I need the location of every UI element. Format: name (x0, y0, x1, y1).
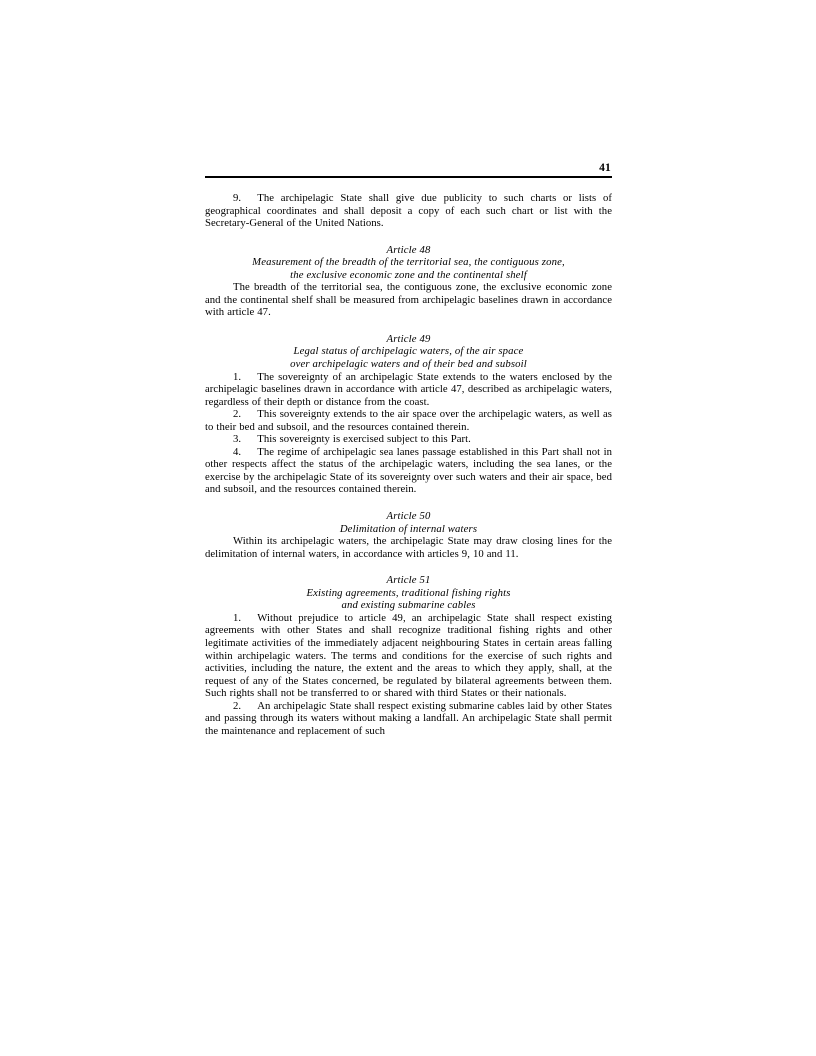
article-heading-subtitle: Existing agreements, traditional fishing rights (306, 586, 511, 599)
paragraph-text: Within its archipelagic waters, the archipelagic State may draw closing lines for the delimitation of internal waters, in accordance with articles 9, 10 and 11. (205, 535, 612, 560)
article-heading-title: Article 51 (386, 574, 431, 587)
document-body (205, 192, 612, 737)
numbered-paragraph (205, 433, 612, 446)
paragraph-number: 1. (233, 611, 242, 624)
paragraph-text: Without prejudice to article 49, an archipelagic State shall respect existing agreements with other States and shall recognize traditional fishing rights and other legitimate activities of the immediately adjacent neighbouring States in certain areas falling within archipelagic waters. The terms and conditions for the exercise of such rights and activities, including the nature, the extent and the areas to which they apply, shall, at the request of any of the States concerned, be regulated by bilateral agreements between them. Such rights shall not be transferred to or shared with third States or their nationals. (205, 611, 612, 700)
article-heading (205, 574, 612, 612)
article-heading-subtitle: the exclusive economic zone and the continental shelf (290, 268, 527, 281)
numbered-paragraph (205, 371, 612, 409)
numbered-paragraph (205, 612, 612, 700)
paragraph-text: The archipelagic State shall give due publicity to such charts or lists of geographical coordinates and shall deposit a copy of each such chart or list with the Secretary-General of the United Nations. (205, 192, 612, 230)
numbered-paragraph (205, 700, 612, 738)
page-header (205, 162, 612, 178)
article-heading-title: Article 50 (386, 510, 431, 523)
paragraph-text: An archipelagic State shall respect existing submarine cables laid by other States and passing through its waters without making a landfall. An archipelagic State shall permit the maintenance and replacement of such (205, 699, 612, 737)
article-heading-subtitle: Measurement of the breadth of the territorial sea, the contiguous zone, (252, 256, 565, 269)
paragraph-text: The regime of archipelagic sea lanes passage established in this Part shall not in other respects affect the status of the archipelagic waters, including the sea lanes, or the exercise by the archipelagic State of its sovereignty over such waters and their air space, bed and subsoil, and the resources contained therein. (205, 445, 612, 496)
paragraph-text: The breadth of the territorial sea, the contiguous zone, the exclusive economic zone and the continental shelf shall be measured from archipelagic baselines drawn in accordance with article 47. (205, 281, 612, 319)
article-heading (205, 510, 612, 535)
numbered-paragraph (205, 192, 612, 230)
paragraph-number: 1. (233, 370, 242, 383)
article-heading-subtitle: Legal status of archipelagic waters, of the air space (293, 345, 524, 358)
article-heading-subtitle: and existing submarine cables (341, 599, 476, 612)
paragraph-text: The sovereignty of an archipelagic State extends to the waters enclosed by the archipelagic baselines drawn in accordance with article 47, described as archipelagic waters, regardless of their depth or distance from the coast. (205, 370, 612, 408)
paragraph-text: This sovereignty extends to the air space over the archipelagic waters, as well as to their bed and subsoil, and the resources contained therein. (205, 408, 612, 433)
paragraph-number: 4. (233, 445, 242, 458)
paragraph-number: 2. (233, 408, 242, 421)
paragraph-text: This sovereignty is exercised subject to this Part. (257, 433, 471, 446)
numbered-paragraph (205, 408, 612, 433)
paragraph-number: 9. (233, 192, 242, 204)
article-heading (205, 244, 612, 282)
paragraph-number: 3. (233, 433, 242, 446)
paragraph (205, 535, 612, 560)
article-heading-subtitle: over archipelagic waters and of their bed and subsoil (290, 358, 527, 371)
article-heading-title: Article 48 (386, 243, 431, 256)
header-rule (205, 176, 612, 178)
article-heading (205, 333, 612, 371)
page-number: 41 (599, 162, 611, 174)
article-heading-subtitle: Delimitation of internal waters (339, 522, 478, 535)
paragraph-number: 2. (233, 699, 242, 712)
article-heading-title: Article 49 (386, 332, 431, 345)
numbered-paragraph (205, 446, 612, 496)
paragraph (205, 281, 612, 319)
